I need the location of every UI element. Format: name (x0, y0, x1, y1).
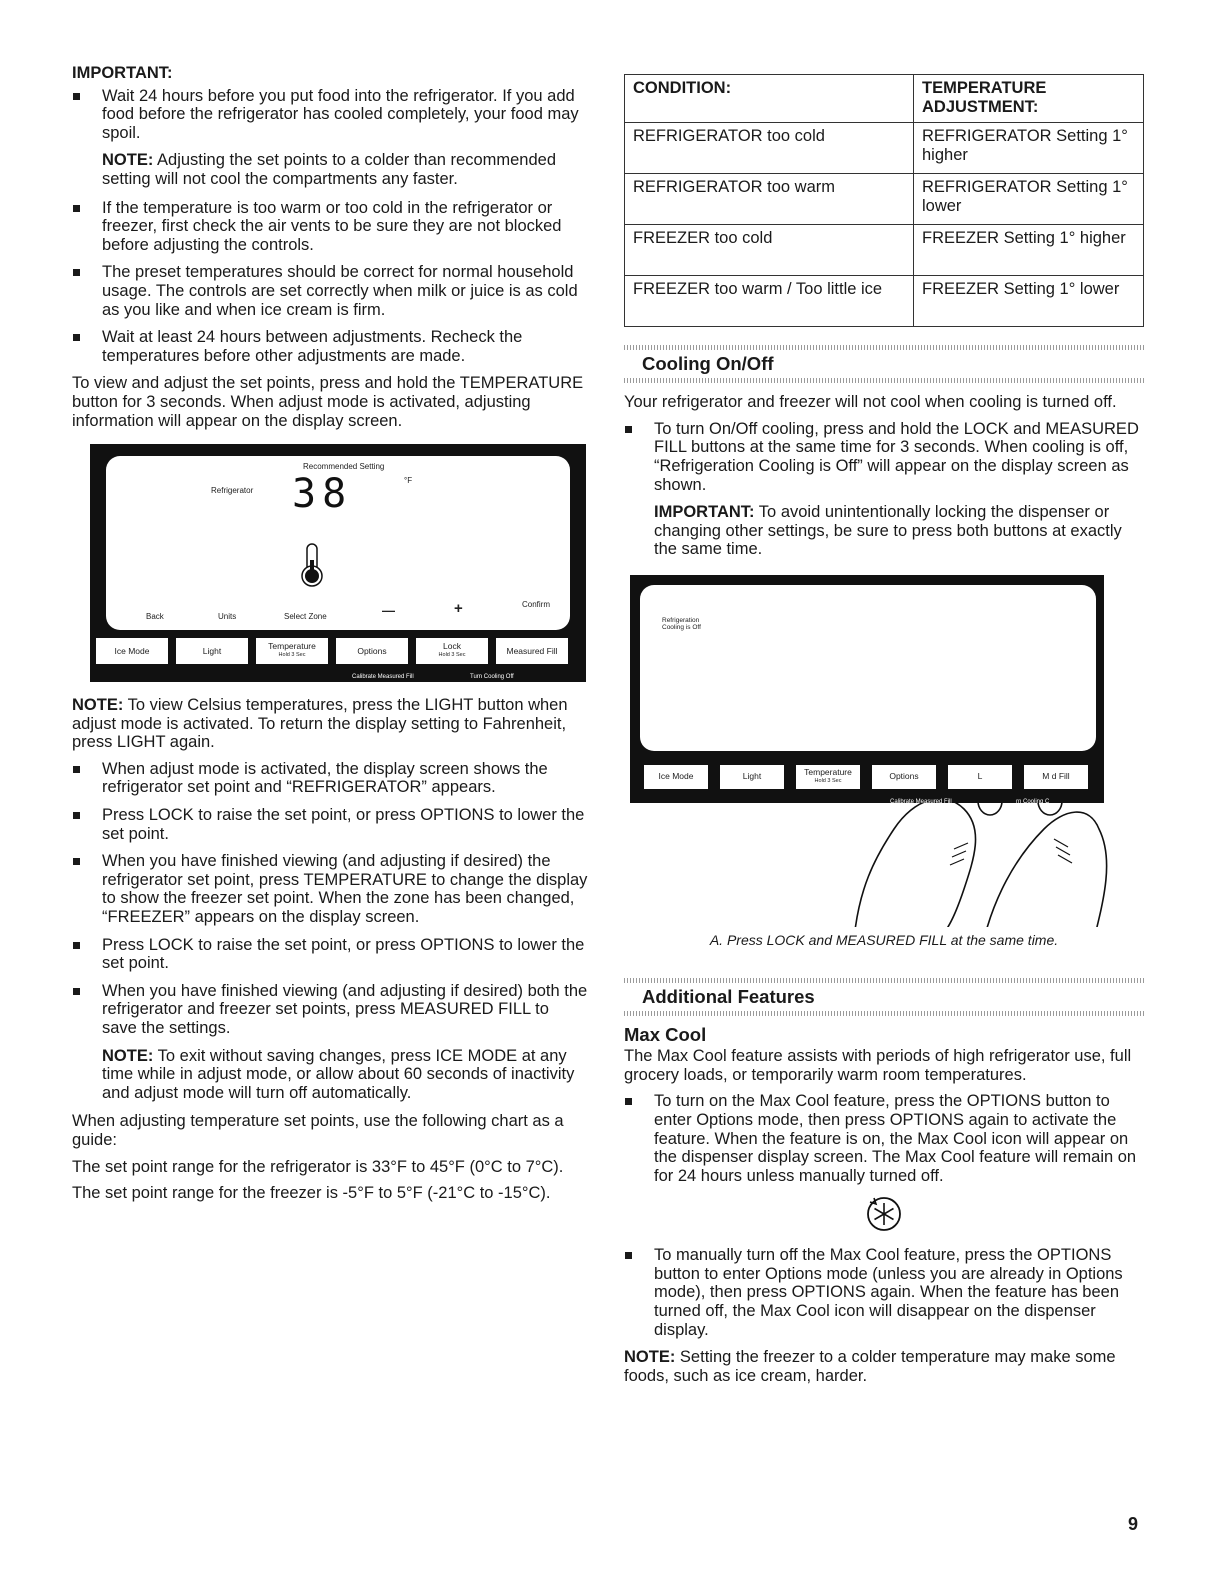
display-screen-area (640, 585, 1096, 751)
table-header-row (625, 75, 1144, 123)
note-celsius (72, 696, 588, 752)
measured-fill-label: Measured Fill (506, 645, 558, 656)
note-text: Adjusting the set points to a colder than recommended setting will not cool the compartments any faster. (102, 151, 557, 188)
ice-mode-button[interactable] (644, 765, 708, 789)
condition-header: CONDITION: (625, 75, 914, 123)
section-cooling-on-off (624, 345, 1144, 383)
temperature-button[interactable] (796, 765, 860, 789)
note-label: NOTE: (624, 1348, 676, 1367)
bullet-adjust-mode: When adjust mode is activated, the display screen shows the refrigerator set point and “REFRIGERATOR” appears. (72, 760, 588, 797)
display-screen-area (106, 456, 570, 630)
select-zone-label: Select Zone (284, 612, 327, 622)
temperature-readout: 38 (292, 471, 353, 518)
section-heading: Cooling On/Off (642, 353, 774, 375)
temperature-button[interactable] (256, 638, 328, 664)
display-screen-adjust-mode (90, 444, 586, 682)
minus-label: — (382, 603, 395, 619)
adjustment-cell: REFRIGERATOR Setting 1° lower (914, 174, 1144, 225)
confirm-label: Confirm (522, 600, 551, 610)
ice-mode-label: Ice Mode (114, 645, 150, 656)
important-note (624, 503, 1144, 559)
light-button[interactable] (176, 638, 248, 664)
refrigeration-message (662, 617, 701, 631)
lock-label: L (977, 771, 983, 782)
light-label: Light (742, 771, 762, 782)
recommended-setting-label: Recommended Setting (303, 462, 385, 472)
condition-cell: REFRIGERATOR too warm (625, 174, 914, 225)
calibrate-label: Calibrate Measured Fill (890, 798, 952, 805)
note-label: NOTE: (72, 696, 124, 715)
important-label: IMPORTANT: (654, 503, 755, 522)
temperature-adjustment-table (624, 74, 1144, 327)
message-line-2: Cooling is Off (662, 623, 701, 631)
cooling-off-label: Turn Cooling Off (470, 674, 514, 681)
note-text: Setting the freezer to a colder temperature may make some foods, such as ice cream, harder. (624, 1348, 1116, 1385)
measured-fill-button[interactable] (496, 638, 568, 664)
bullet-wait-24-hours: Wait 24 hours before you put food into the refrigerator. If you add food before the refrigerator has cooled completely, your food may spoil. (72, 87, 588, 143)
message-line-1: Refrigeration (662, 616, 700, 624)
light-label: Light (202, 645, 222, 656)
temperature-hold-label: Hold 3 Sec (814, 777, 842, 784)
ice-mode-label: Ice Mode (658, 771, 694, 782)
plus-label: + (454, 600, 463, 618)
cooling-off-label: rn Cooling C (1016, 798, 1050, 805)
condition-cell: FREEZER too warm / Too little ice (625, 276, 914, 327)
bullet-press-lock-2: Press LOCK to raise the set point, or press OPTIONS to lower the set point. (72, 936, 588, 973)
note-label: NOTE: (102, 151, 154, 170)
bullet-finished-both: When you have finished viewing (and adjusting if desired) both the refrigerator and freezer set points, press MEASURED FILL to save the settings. (72, 982, 588, 1038)
note-text: To view Celsius temperatures, press the LIGHT button when adjust mode is activated. To return the display setting to Fahrenheit, press LIGHT again. (72, 696, 568, 752)
table-row (625, 174, 1144, 225)
para-view-adjust: To view and adjust the set points, press and hold the TEMPERATURE button for 3 seconds. When adjust mode is activated, adjusting information will appear on the display screen. (72, 374, 584, 430)
options-button[interactable] (872, 765, 936, 789)
bullet-turn-on-max-cool: To turn on the Max Cool feature, press the OPTIONS button to enter Options mode, then press OPTIONS again to activate the feature. When the feature is on, the Max Cool icon will appear on the dispenser display screen. The Max Cool feature will remain on for 24 hours unless manually turned off. (624, 1092, 1144, 1185)
max-cool-heading: Max Cool (624, 1023, 707, 1045)
bullet-press-lock-1: Press LOCK to raise the set point, or press OPTIONS to lower the set point. (72, 806, 588, 843)
condition-cell: FREEZER too cold (625, 225, 914, 276)
unit-label: °F (404, 476, 413, 486)
page-number: 9 (1128, 1514, 1139, 1534)
options-label: Options (357, 645, 387, 656)
zone-label: Refrigerator (211, 486, 254, 496)
table-row (625, 123, 1144, 174)
light-button[interactable] (720, 765, 784, 789)
temperature-label: Temperature (268, 641, 316, 652)
options-label: Options (889, 771, 919, 782)
para-max-cool: The Max Cool feature assists with periods of high refrigerator use, full grocery loads, or temporarily warm room temperatures. (624, 1047, 1132, 1084)
bullet-finished-refrigerator: When you have finished viewing (and adjusting if desired) the refrigerator set point, press TEMPERATURE to change the display to show the freezer set point. When the zone has been changed, “FREEZER” appears on the display screen. (72, 852, 588, 926)
lock-button[interactable] (948, 765, 1012, 789)
calibrate-label: Calibrate Measured Fill (352, 674, 414, 681)
options-button[interactable] (336, 638, 408, 664)
section-additional-features (624, 978, 1144, 1016)
section-divider (624, 978, 1144, 983)
para-freezer-range: The set point range for the freezer is -5°F to 5°F (-21°C to -15°C). (72, 1184, 551, 1203)
lock-button[interactable] (416, 638, 488, 664)
bullet-turn-off-max-cool: To manually turn off the Max Cool feature, press the OPTIONS button to enter Options mode (unless you are already in Options mode), then press OPTIONS again. When the feature has been turned off, the Max Cool icon will disappear on the dispenser display. (624, 1246, 1144, 1339)
note-label: NOTE: (102, 1046, 154, 1065)
para-chart-guide: When adjusting temperature set points, use the following chart as a guide: (72, 1112, 564, 1149)
note-set-points (72, 151, 588, 188)
table-row (625, 276, 1144, 327)
section-heading: Additional Features (642, 985, 815, 1007)
adjustment-cell: FREEZER Setting 1° lower (914, 276, 1144, 327)
section-divider (624, 378, 1144, 383)
section-divider (624, 345, 1144, 350)
measured-fill-label: M d Fill (1042, 771, 1070, 782)
display-screen-cooling-off (630, 575, 1104, 803)
adjustment-cell: REFRIGERATOR Setting 1° higher (914, 123, 1144, 174)
figure-caption: A. Press LOCK and MEASURED FILL at the same time. (709, 931, 1059, 948)
important-text: To avoid unintentionally locking the dispenser or changing other settings, be sure to press both buttons at exactly the same time. (654, 503, 1122, 559)
right-column (624, 74, 1144, 1393)
hands-pressing-buttons-illustration (624, 789, 1144, 927)
max-cool-icon-wrap (624, 1194, 1144, 1234)
para-refrigerator-range: The set point range for the refrigerator is 33°F to 45°F (0°C to 7°C). (72, 1157, 564, 1176)
adjustment-cell: FREEZER Setting 1° higher (914, 225, 1144, 276)
back-label: Back (146, 612, 164, 622)
condition-cell: REFRIGERATOR too cold (625, 123, 914, 174)
ice-mode-button[interactable] (96, 638, 168, 664)
temperature-label: Temperature (804, 766, 852, 777)
temperature-hold-label: Hold 3 Sec (278, 652, 306, 659)
note-freezer-colder (624, 1348, 1144, 1385)
lock-hold-label: Hold 3 Sec (438, 652, 466, 659)
bullet-preset-temps: The preset temperatures should be correct for normal household usage. The controls are set correctly when milk or juice is as cold as you like and when ice cream is firm. (72, 263, 588, 319)
units-label: Units (218, 612, 237, 622)
important-heading: IMPORTANT: (72, 64, 173, 82)
adjustment-header: TEMPERATURE ADJUSTMENT: (914, 75, 1144, 123)
note-text: To exit without saving changes, press ICE MODE at any time while in adjust mode, or allow about 60 seconds of inactivity and adjust mode will turn off automatically. (102, 1046, 575, 1102)
table-row (625, 225, 1144, 276)
left-column (72, 64, 588, 1211)
para-cooling-off: Your refrigerator and freezer will not cool when cooling is turned off. (624, 393, 1117, 412)
lock-label: Lock (443, 641, 461, 652)
bullet-air-vents: If the temperature is too warm or too cold in the refrigerator or freezer, first check the air vents to be sure they are not blocked before adjusting the controls. (72, 199, 588, 255)
note-exit (72, 1047, 588, 1103)
measured-fill-button[interactable] (1024, 765, 1088, 789)
thermometer-icon (298, 542, 326, 588)
bullet-turn-cooling: To turn On/Off cooling, press and hold the LOCK and MEASURED FILL buttons at the same time for 3 seconds. When cooling is off, “Refrigeration Cooling is Off” will appear on the display screen as shown. (624, 420, 1144, 494)
bullet-wait-between: Wait at least 24 hours between adjustments. Recheck the temperatures before other adjustments are made. (72, 328, 588, 365)
max-cool-icon (864, 1194, 904, 1234)
section-divider (624, 1011, 1144, 1016)
